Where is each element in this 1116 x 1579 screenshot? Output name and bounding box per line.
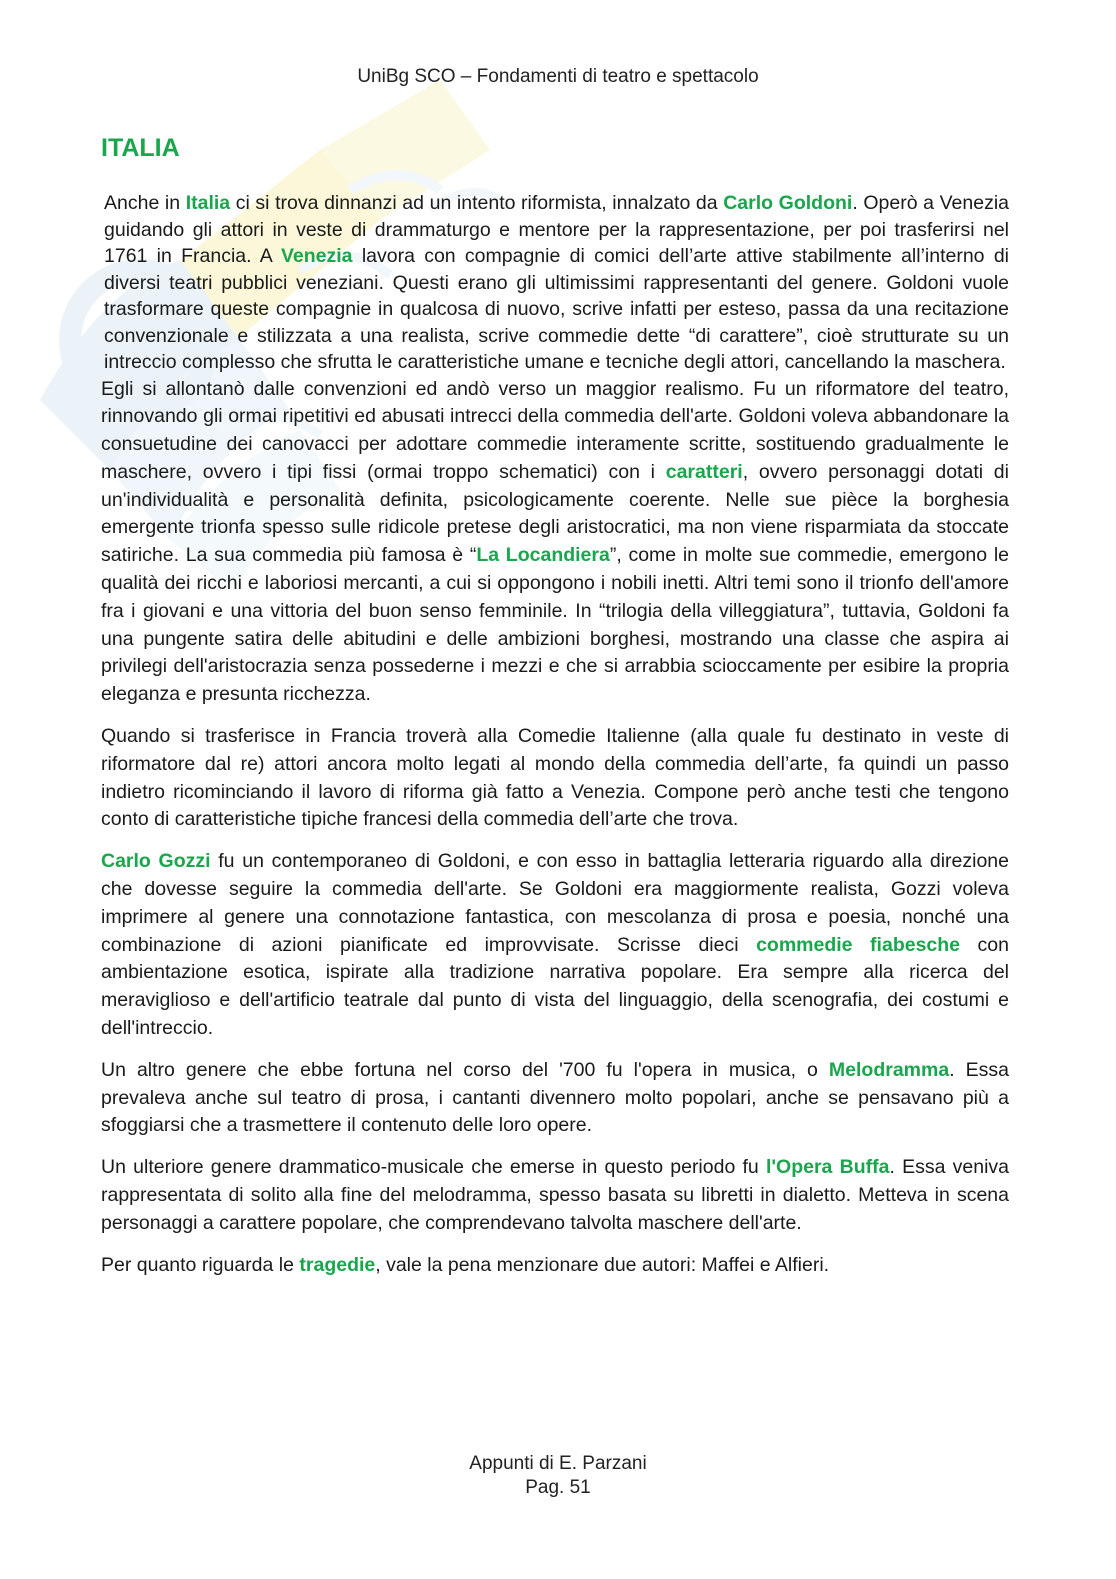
highlight-term: commedie fiabesche (756, 933, 961, 956)
text-run: lavora con compagnie di comici dell’arte attive stabilmente all’interno di diversi teatri pubblici veneziani. Questi erano gli ultimissimi rappresentanti del genere. Goldoni vuole trasformare queste compagnie in qualcosa di nuovo, scrive infatti per esteso, passa da una recitazione convenzionale e stilizzata a una realista, scrive commedie dette “di carattere”, cioè strutturate su un intreccio complesso che sfrutta le caratteristiche umane e tecniche degli attori, cancellando la maschera. (104, 245, 1009, 373)
text-run: . Essa prevaleva anche sul teatro di prosa, i cantanti divennero molto popolari, anche se pensavano più a sfoggiarsi che a trasmettere il contenuto delle loro opere. (101, 1058, 1009, 1137)
text-run: Un ulteriore genere drammatico-musicale che emerse in questo periodo fu (101, 1156, 766, 1179)
text-run: con ambientazione esotica, ispirate alla tradizione narrativa popolare. Era sempre alla ricerca del meraviglioso e dell'artificio teatrale dal punto di vista del linguaggio, della scenografia, dei costumi e dell'intreccio. (101, 933, 1009, 1040)
text-run: ”, come in molte sue commedie, emergono le qualità dei ricchi e laboriosi mercanti, a cui si oppongono i nobili inetti. Altri temi sono il trionfo dell'amore fra i giovani e una vittoria del buon senso femminile. In “trilogia della villeggiatura”, tuttavia, Goldoni fa una pungente satira delle abitudini e delle ambizioni borghesi, mostrando una classe che aspira ai privilegi dell'aristocrazia senza possederne i mezzi e che si arrabbia scioccamente per esibire la propria eleganza e presunta ricchezza. (101, 544, 1010, 706)
text-run: Quando si trasferisce in Francia troverà alla Comedie Italienne (alla quale fu destinato in veste di riformatore dal re) attori ancora molto legati al mondo della commedia dell’arte, fa quindi un passo indietro ricominciando il lavoro di riforma già fatto a Venezia. Compone però anche testi che tengono conto di caratteristiche tipiche francesi della commedia dell’arte che trova. (101, 725, 1009, 831)
paragraph-opera-buffa (101, 1154, 1009, 1237)
page-number: Pag. 51 (525, 1477, 591, 1498)
document-body (101, 190, 1009, 1293)
page-header: UniBg SCO – Fondamenti di teatro e spettacolo (357, 66, 759, 87)
highlight-term: tragedie (299, 1253, 376, 1276)
paragraph-gozzi (101, 848, 1009, 1043)
text-run: . Operò a Venezia guidando gli attori in veste di drammaturgo e mentore per la rappresentazione, per poi trasferirsi nel 1761 in Francia. A (104, 192, 1009, 267)
page-footer (0, 1452, 1116, 1500)
text-run: fu un contemporaneo di Goldoni, e con esso in battaglia letteraria riguardo alla direzione che dovesse seguire la commedia dell'arte. Se Goldoni era maggiormente realista, Gozzi voleva imprimere al genere una connotazione fantastica, con mescolanza di prosa e poesia, nonché una combinazione di azioni pianificate ed improvvisate. Scrisse dieci (101, 850, 1009, 956)
paragraph-tragedie (101, 1252, 1009, 1280)
paragraph-goldoni-intro (101, 190, 1009, 376)
text-run: . Essa veniva rappresentata di solito alla fine del melodramma, spesso basata su libretti in dialetto. Metteva in scena personaggi a carattere popolare, che comprendevano talvolta maschere dell'arte. (101, 1156, 1009, 1234)
text-run: ci si trova dinnanzi ad un intento riformista, innalzato da (230, 192, 724, 214)
text-run: Anche in (104, 192, 186, 214)
highlight-term: Carlo Goldoni (723, 192, 853, 214)
highlight-term: l'Opera Buffa (765, 1156, 890, 1179)
paragraph-melodramma (101, 1057, 1009, 1140)
text-run: Un altro genere che ebbe fortuna nel corso del '700 fu l'opera in musica, o (101, 1058, 829, 1081)
footer-author: Appunti di E. Parzani (469, 1453, 647, 1474)
section-title: ITALIA (101, 134, 180, 162)
paragraph-goldoni-realism (101, 376, 1009, 710)
highlight-term: Venezia (280, 245, 353, 267)
paragraph-goldoni-france (101, 723, 1009, 834)
highlight-term: Carlo Gozzi (101, 850, 211, 873)
text-run: Per quanto riguarda le (101, 1253, 300, 1276)
text-run: Egli si allontanò dalle convenzioni ed andò verso un maggior realismo. Fu un riformatore del teatro, rinnovando gli ormai ripetitivi ed abusati intrecci della commedia dell'arte. Goldoni voleva abbandonare la consuetudine dei canovacci per adottare commedie interamente scritte, sostituendo gradualmente le maschere, ovvero i tipi fissi (ormai troppo schematici) con i (101, 377, 1009, 483)
text-run: , ovvero personaggi dotati di un'individualità e personalità definita, psicologicamente coerente. Nelle sue pièce la borghesia emergente trionfa spesso sulle ridicole pretese degli aristocratici, ma non viene risparmiata da stoccate satiriche. La sua commedia più famosa è “ (101, 460, 1009, 567)
highlight-term: La Locandiera (476, 544, 610, 567)
highlight-term: caratteri (665, 460, 743, 483)
highlight-term: Italia (185, 192, 231, 214)
text-run: , vale la pena menzionare due autori: Maffei e Alfieri. (375, 1253, 830, 1276)
highlight-term: Melodramma (828, 1058, 950, 1081)
